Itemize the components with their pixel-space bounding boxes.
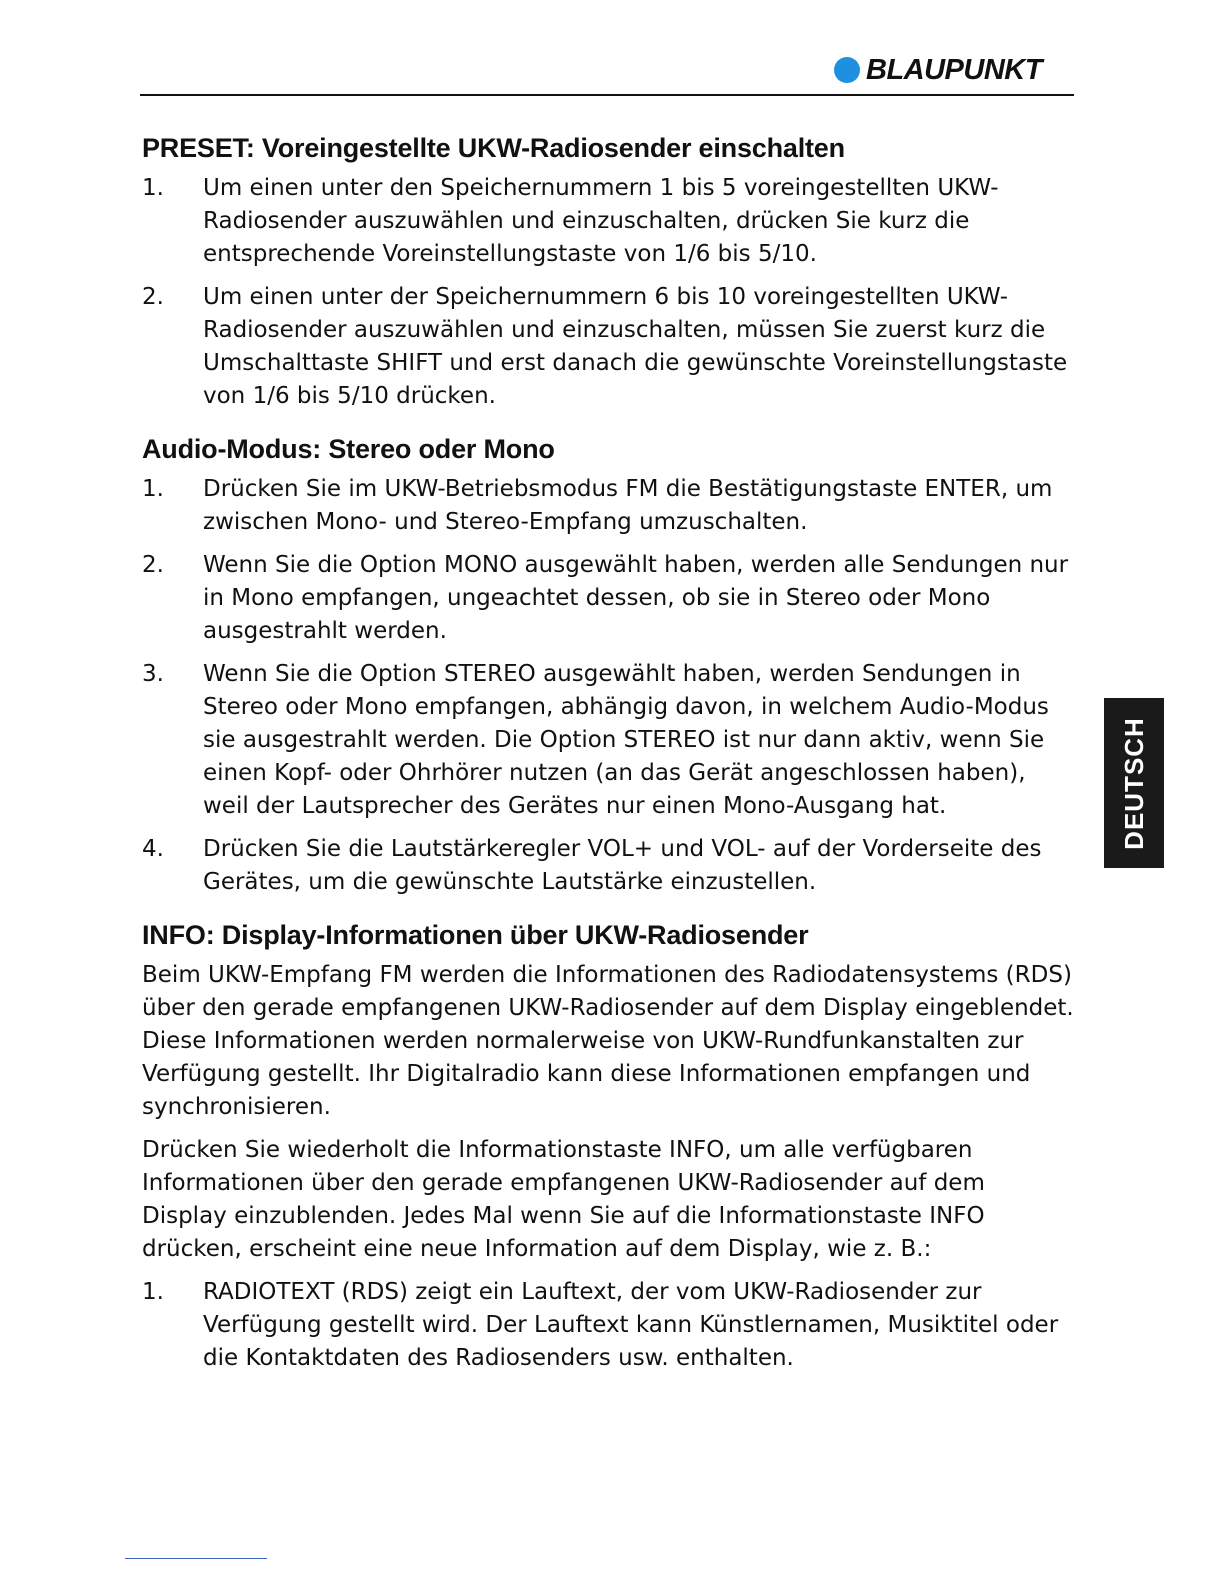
section-heading: Audio-Modus: Stereo oder Mono xyxy=(142,434,555,464)
list-number: 1. xyxy=(142,476,164,502)
list-item xyxy=(142,549,1074,648)
paragraph: Drücken Sie wiederholt die Informationstaste INFO, um alle verfügbaren Informationen über den gerade empfangenen UKW-Radiosender auf dem Display einzublenden. Jedes Mal wenn Sie auf die Informationstaste INFO drücken, erscheint eine neue Information auf dem Display, wie z. B.: xyxy=(142,1137,985,1262)
list-number: 2. xyxy=(142,284,164,310)
logo-dot-icon xyxy=(834,57,860,83)
section-info xyxy=(142,917,1074,1375)
list-item xyxy=(142,281,1074,413)
step-list xyxy=(142,1276,1074,1375)
language-tab-label: DEUTSCH xyxy=(1118,716,1149,850)
list-text: Um einen unter der Speichernummern 6 bis 10 voreingestellten UKW-Radiosender auszuwählen und einzuschalten, müssen Sie zuerst kurz die Umschalttaste SHIFT und erst danach die gewünschte Voreinstellungstaste von 1/6 bis 5/10 drücken. xyxy=(203,284,1068,409)
page-content xyxy=(142,130,1074,1393)
section-heading: PRESET: Voreingestellte UKW-Radiosender einschalten xyxy=(142,133,845,163)
list-item xyxy=(142,658,1074,823)
step-list xyxy=(142,172,1074,413)
section-heading: INFO: Display-Informationen über UKW-Radiosender xyxy=(142,920,809,950)
list-text: RADIOTEXT (RDS) zeigt ein Lauftext, der vom UKW-Radiosender zur Verfügung gestellt wird. Der Lauftext kann Künstlernamen, Musiktitel oder die Kontaktdaten des Radiosenders usw. enthalten. xyxy=(203,1279,1059,1371)
header-divider xyxy=(140,94,1074,96)
list-item xyxy=(142,1276,1074,1375)
list-number: 1. xyxy=(142,175,164,201)
brand-name: BLAUPUNKT xyxy=(866,54,1042,86)
language-tab xyxy=(1104,698,1164,868)
list-item xyxy=(142,172,1074,271)
list-text: Drücken Sie im UKW-Betriebsmodus FM die Bestätigungstaste ENTER, um zwischen Mono- und Stereo-Empfang umzuschalten. xyxy=(203,476,1053,535)
list-number: 1. xyxy=(142,1279,164,1305)
step-list xyxy=(142,473,1074,899)
brand-logo xyxy=(834,55,1042,85)
section-audio-mode xyxy=(142,431,1074,899)
list-number: 3. xyxy=(142,661,164,687)
list-number: 2. xyxy=(142,552,164,578)
footer-divider xyxy=(125,1558,267,1559)
list-number: 4. xyxy=(142,836,164,862)
list-item xyxy=(142,833,1074,899)
list-text: Wenn Sie die Option MONO ausgewählt haben, werden alle Sendungen nur in Mono empfangen, ungeachtet dessen, ob sie in Stereo oder Mono ausgestrahlt werden. xyxy=(203,552,1069,644)
list-item xyxy=(142,473,1074,539)
paragraph: Beim UKW-Empfang FM werden die Informationen des Radiodatensystems (RDS) über den gerade empfangenen UKW-Radiosender auf dem Display eingeblendet. Diese Informationen werden normalerweise von UKW-Rundfunkanstalten zur Verfügung gestellt. Ihr Digitalradio kann diese Informationen empfangen und synchronisieren. xyxy=(142,962,1074,1120)
section-preset xyxy=(142,130,1074,413)
list-text: Wenn Sie die Option STEREO ausgewählt haben, werden Sendungen in Stereo oder Mono empfangen, abhängig davon, in welchem Audio-Modus sie ausgestrahlt werden. Die Option STEREO ist nur dann aktiv, wenn Sie einen Kopf- oder Ohrhörer nutzen (an das Gerät angeschlossen haben), weil der Lautsprecher des Gerätes nur einen Mono-Ausgang hat. xyxy=(203,661,1049,819)
list-text: Um einen unter den Speichernummern 1 bis 5 voreingestellten UKW-Radiosender auszuwählen und einzuschalten, drücken Sie kurz die entsprechende Voreinstellungstaste von 1/6 bis 5/10. xyxy=(203,175,999,267)
list-text: Drücken Sie die Lautstärkeregler VOL+ und VOL- auf der Vorderseite des Gerätes, um die gewünschte Lautstärke einzustellen. xyxy=(203,836,1042,895)
